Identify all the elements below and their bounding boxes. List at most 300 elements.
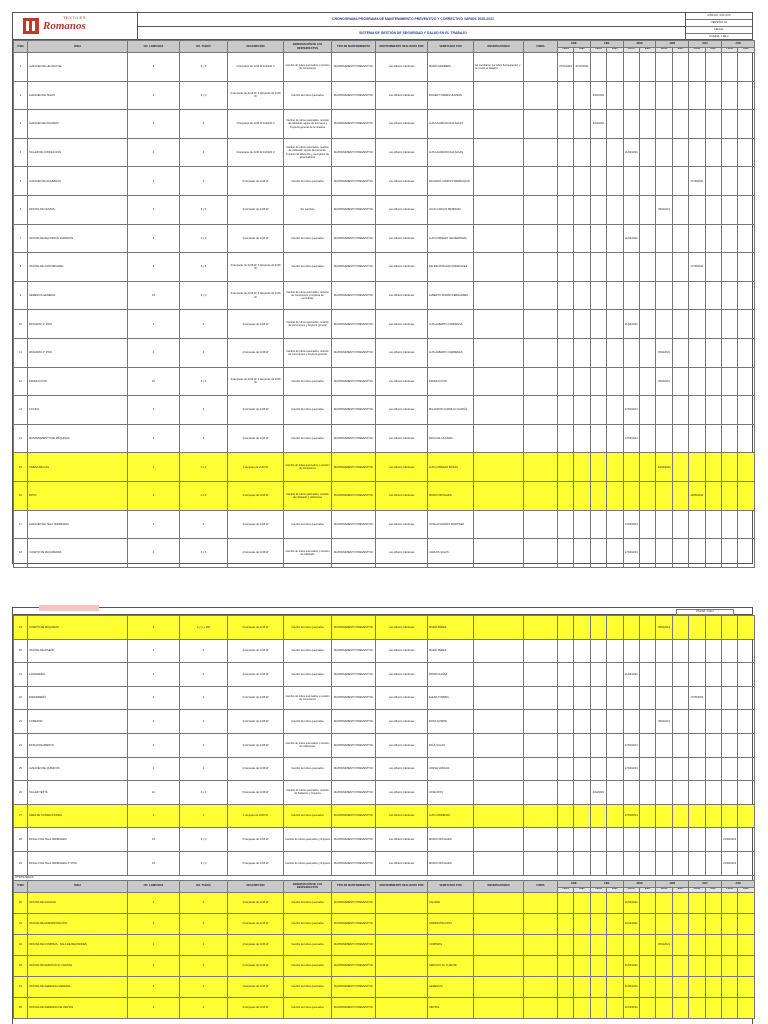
schedule-cell bbox=[722, 367, 738, 396]
schedule-cell bbox=[672, 396, 688, 425]
maintenance-type-cell: MANTENIMIENTO PREVENTIVO bbox=[332, 976, 376, 997]
observations-cell bbox=[474, 913, 524, 934]
signature-cell[interactable] bbox=[524, 757, 558, 781]
defects-cell: Cambio de tubos quemados bbox=[284, 804, 332, 828]
defects-cell: Sin cambios bbox=[284, 195, 332, 224]
item-number: 18 bbox=[14, 539, 28, 568]
item-number: 6 bbox=[14, 195, 28, 224]
tubes-cell: 6 y 3 bbox=[180, 81, 228, 110]
schedule-cell bbox=[689, 138, 705, 167]
item-number: 2 bbox=[14, 81, 28, 110]
signature-cell[interactable] bbox=[524, 539, 558, 568]
schedule-cell bbox=[672, 828, 688, 852]
schedule-cell bbox=[705, 224, 721, 253]
lamps-cell: 6 bbox=[128, 53, 180, 82]
schedule-cell bbox=[574, 616, 590, 640]
tubes-cell: 4 o 6 bbox=[180, 481, 228, 510]
schedule-cell bbox=[689, 663, 705, 687]
defects-cell: Cambio de tubos quemados bbox=[284, 997, 332, 1018]
signature-cell[interactable] bbox=[524, 828, 558, 852]
schedule-cell bbox=[640, 913, 656, 934]
lamps-cell: 4 bbox=[128, 710, 180, 734]
lamps-cell: 4 bbox=[128, 338, 180, 367]
description-cell: 3 lámparas de 2x36 W bbox=[228, 195, 284, 224]
defects-cell: Cambio de tubos quemados y revisión de conexiones bbox=[284, 53, 332, 82]
signature-cell[interactable] bbox=[524, 110, 558, 139]
schedule-cell bbox=[590, 510, 606, 539]
schedule-cell bbox=[656, 757, 672, 781]
schedule-cell bbox=[558, 851, 574, 875]
maintenance-type-cell: MANTENIMIENTO PREVENTIVO bbox=[332, 616, 376, 640]
schedule-cell bbox=[558, 224, 574, 253]
description-cell: 3 lámparas de 2x36 W, 3 lámparas de 2x36 W bbox=[228, 253, 284, 282]
signature-cell[interactable] bbox=[524, 781, 558, 805]
signature-cell[interactable] bbox=[524, 81, 558, 110]
area-cell: LAVANDERÍA bbox=[28, 663, 128, 687]
lamps-cell: 4 bbox=[128, 481, 180, 510]
area-cell: ENFERMERÍA bbox=[28, 686, 128, 710]
maintenance-type-cell: MANTENIMIENTO PREVENTIVO bbox=[332, 453, 376, 482]
schedule-cell bbox=[607, 955, 623, 976]
performed-by-cell: Luis Alberto Cárdenas bbox=[376, 167, 428, 196]
table-row bbox=[14, 367, 755, 396]
schedule-cell bbox=[574, 663, 590, 687]
description-cell: 3 lámparas de 2x36 W, 4 lámparas de 1x36 W bbox=[228, 281, 284, 310]
signature-cell[interactable] bbox=[524, 976, 558, 997]
schedule-cell bbox=[640, 828, 656, 852]
description-cell: 4 lámparas de 2x36 W bbox=[228, 639, 284, 663]
document-meta bbox=[685, 13, 752, 39]
performed-by-cell: Luis Alberto Cárdenas bbox=[376, 539, 428, 568]
observations-cell bbox=[474, 195, 524, 224]
schedule-cell bbox=[607, 616, 623, 640]
schedule-cell bbox=[640, 253, 656, 282]
maintenance-type-cell: MANTENIMIENTO PREVENTIVO bbox=[332, 804, 376, 828]
schedule-cell bbox=[738, 710, 754, 734]
verified-by-cell: JUAN CARLOS MENDOZA bbox=[428, 195, 474, 224]
prog-header: PROG bbox=[623, 48, 639, 53]
lamps-cell: 2 bbox=[128, 955, 180, 976]
schedule-cell bbox=[640, 167, 656, 196]
schedule-cell bbox=[705, 828, 721, 852]
maintenance-type-cell: MANTENIMIENTO PREVENTIVO bbox=[332, 828, 376, 852]
maintenance-type-cell: MANTENIMIENTO PREVENTIVO bbox=[332, 310, 376, 339]
tubes-cell: 4 bbox=[180, 510, 228, 539]
schedule-cell bbox=[558, 955, 574, 976]
schedule-cell bbox=[722, 804, 738, 828]
verified-by-cell: LUIS CÁRDENAS bbox=[428, 804, 474, 828]
item-number: 17 bbox=[14, 510, 28, 539]
signature-cell[interactable] bbox=[524, 195, 558, 224]
maintenance-type-cell: MANTENIMIENTO PREVENTIVO bbox=[332, 53, 376, 82]
lamps-cell: 6 bbox=[128, 253, 180, 282]
schedule-cell bbox=[607, 138, 623, 167]
scheduled-date-cell: 19/05/2021 bbox=[689, 481, 705, 510]
performed-by-cell: Luis Alberto Cárdenas bbox=[376, 224, 428, 253]
observations-cell bbox=[474, 892, 524, 913]
verified-by-cell: ALBERTO ROMÁN FERNANDEZ bbox=[428, 281, 474, 310]
maintenance-type-cell: MANTENIMIENTO PREVENTIVO bbox=[332, 224, 376, 253]
description-cell: 2 lámparas de 2x36 W bbox=[228, 757, 284, 781]
scheduled-date-cell: 8/04/2021 bbox=[656, 934, 672, 955]
schedule-cell bbox=[590, 224, 606, 253]
ejec-header: EJEC bbox=[640, 48, 656, 53]
performed-by-cell: Luis Alberto Cárdenas bbox=[376, 781, 428, 805]
ejec-header: EJEC bbox=[705, 887, 721, 892]
signature-cell[interactable] bbox=[524, 804, 558, 828]
schedule-cell bbox=[689, 997, 705, 1018]
observations-cell bbox=[474, 367, 524, 396]
item-number: 24 bbox=[14, 733, 28, 757]
observations-cell bbox=[474, 110, 524, 139]
table-row bbox=[14, 396, 755, 425]
schedule-cell bbox=[607, 733, 623, 757]
schedule-cell bbox=[705, 804, 721, 828]
description-cell: 5 lámparas de 2x36 W bbox=[228, 781, 284, 805]
verified-by-cell: MARCO ROSALES bbox=[428, 851, 474, 875]
schedule-cell bbox=[689, 195, 705, 224]
schedule-cell bbox=[574, 804, 590, 828]
defects-cell: Cambio de tubos quemados bbox=[284, 167, 332, 196]
observations-cell: Se cambiaron los tubos fluorescentes y se revisó el balastro bbox=[474, 53, 524, 82]
area-cell: CUARTO DE MAQUINARIA bbox=[28, 539, 128, 568]
schedule-cell bbox=[672, 338, 688, 367]
schedule-cell bbox=[705, 396, 721, 425]
schedule-cell bbox=[590, 997, 606, 1018]
month-header: MAR bbox=[623, 880, 656, 887]
signature-cell[interactable] bbox=[524, 281, 558, 310]
description-cell: 4 lámparas de 2x36 W bbox=[228, 224, 284, 253]
area-cell: OFICINA DE COMPRAS - SALA DE REUNIONES bbox=[28, 934, 128, 955]
schedule-cell bbox=[722, 281, 738, 310]
scheduled-date-cell: 17/05/2021 bbox=[689, 253, 705, 282]
schedule-cell bbox=[656, 955, 672, 976]
schedule-cell bbox=[623, 686, 639, 710]
schedule-cell bbox=[607, 338, 623, 367]
column-header: MANTENIMIENTO REALIZADO POR bbox=[376, 41, 428, 53]
signature-cell[interactable] bbox=[524, 686, 558, 710]
defects-cell: Cambio de tubos quemados, revisión de conexiones y limpieza general bbox=[284, 310, 332, 339]
schedule-cell bbox=[640, 539, 656, 568]
schedule-cell bbox=[738, 976, 754, 997]
schedule-cell bbox=[722, 934, 738, 955]
table-row bbox=[14, 138, 755, 167]
verified-by-cell: MARCO ROSALES bbox=[428, 828, 474, 852]
tubes-cell: 3 y 6 bbox=[180, 195, 228, 224]
schedule-cell bbox=[738, 481, 754, 510]
schedule-cell bbox=[689, 781, 705, 805]
signature-cell[interactable] bbox=[524, 997, 558, 1018]
area-cell: OFICINA DE RECURSOS HUMANOS bbox=[28, 224, 128, 253]
schedule-cell bbox=[623, 53, 639, 82]
schedule-cell bbox=[558, 539, 574, 568]
performed-by-cell: Luis Alberto Cárdenas bbox=[376, 424, 428, 453]
defects-cell: Cambio de tubos quemados bbox=[284, 955, 332, 976]
observations-cell bbox=[474, 710, 524, 734]
area-cell: GERENCIA GENERAL bbox=[28, 281, 128, 310]
schedule-cell bbox=[722, 639, 738, 663]
maintenance-type-cell: MANTENIMIENTO PREVENTIVO bbox=[332, 710, 376, 734]
schedule-cell bbox=[738, 253, 754, 282]
area-cell: OFICINA DE CALIDAD bbox=[28, 892, 128, 913]
item-number: 3 bbox=[14, 110, 28, 139]
signature-cell[interactable] bbox=[524, 367, 558, 396]
schedule-cell bbox=[705, 663, 721, 687]
schedule-cell bbox=[574, 396, 590, 425]
schedule-cell bbox=[590, 53, 606, 82]
maintenance-type-cell: MANTENIMIENTO PREVENTIVO bbox=[332, 781, 376, 805]
schedule-cell bbox=[738, 396, 754, 425]
schedule-cell bbox=[640, 481, 656, 510]
signature-cell[interactable] bbox=[524, 934, 558, 955]
maintenance-table-continued bbox=[13, 615, 755, 1019]
table-row bbox=[14, 663, 755, 687]
lamps-cell: 3 bbox=[128, 424, 180, 453]
table-row bbox=[14, 781, 755, 805]
schedule-cell bbox=[738, 828, 754, 852]
schedule-cell bbox=[656, 138, 672, 167]
schedule-cell bbox=[590, 828, 606, 852]
column-header: DESCRIPCIÓN bbox=[228, 880, 284, 892]
signature-cell[interactable] bbox=[524, 138, 558, 167]
schedule-cell bbox=[558, 481, 574, 510]
verified-by-cell: LUIS CORNEJO VALDERRAMA bbox=[428, 224, 474, 253]
maintenance-type-cell: MANTENIMIENTO PREVENTIVO bbox=[332, 539, 376, 568]
schedule-cell bbox=[558, 934, 574, 955]
signature-cell[interactable] bbox=[524, 663, 558, 687]
table-row bbox=[14, 110, 755, 139]
signature-cell[interactable] bbox=[524, 510, 558, 539]
table-row bbox=[14, 424, 755, 453]
schedule-cell bbox=[656, 53, 672, 82]
verified-by-cell: JORGE VARGAS bbox=[428, 757, 474, 781]
schedule-cell bbox=[689, 955, 705, 976]
signature-cell[interactable] bbox=[524, 310, 558, 339]
area-cell: PASILLO DE TELA TERMINADA 2° PISO bbox=[28, 851, 128, 875]
schedule-cell bbox=[558, 424, 574, 453]
schedule-cell bbox=[672, 804, 688, 828]
signature-cell[interactable] bbox=[524, 167, 558, 196]
verified-by-cell: CARLOS SALAS bbox=[428, 539, 474, 568]
schedule-cell bbox=[558, 195, 574, 224]
schedule-cell bbox=[722, 686, 738, 710]
verified-by-cell: MARÍA PÉREZ bbox=[428, 616, 474, 640]
item-number: 34 bbox=[14, 976, 28, 997]
performed-by-cell: Luis Alberto Cárdenas bbox=[376, 281, 428, 310]
verified-by-cell: PATRICIA DÍAZ bbox=[428, 663, 474, 687]
area-cell: OFICINA DE CONTABILIDAD bbox=[28, 253, 128, 282]
schedule-cell bbox=[558, 453, 574, 482]
signature-cell[interactable] bbox=[524, 851, 558, 875]
tubes-cell: 4 bbox=[180, 934, 228, 955]
schedule-cell bbox=[722, 310, 738, 339]
signature-cell[interactable] bbox=[524, 224, 558, 253]
signature-cell[interactable] bbox=[524, 253, 558, 282]
schedule-cell bbox=[574, 976, 590, 997]
signature-cell[interactable] bbox=[524, 616, 558, 640]
prog-header: PROG bbox=[558, 48, 574, 53]
tubes-cell: 4 bbox=[180, 913, 228, 934]
schedule-cell bbox=[672, 110, 688, 139]
schedule-cell bbox=[705, 81, 721, 110]
verified-by-cell: LUIS ALBERTO CARDENAS bbox=[428, 338, 474, 367]
verified-by-cell: LUIS HUAMANCCHA SALAS bbox=[428, 138, 474, 167]
schedule-cell bbox=[574, 453, 590, 482]
schedule-cell bbox=[656, 997, 672, 1018]
schedule-cell bbox=[722, 396, 738, 425]
performed-by-cell bbox=[376, 997, 428, 1018]
schedule-cell bbox=[672, 453, 688, 482]
schedule-cell bbox=[738, 281, 754, 310]
performed-by-cell: Luis Alberto Cárdenas bbox=[376, 453, 428, 482]
schedule-cell bbox=[623, 453, 639, 482]
column-header: ÁREA bbox=[28, 41, 128, 53]
schedule-cell bbox=[558, 804, 574, 828]
signature-cell[interactable] bbox=[524, 913, 558, 934]
ejec-header: EJEC bbox=[705, 48, 721, 53]
signature-cell[interactable] bbox=[524, 481, 558, 510]
signature-cell[interactable] bbox=[524, 955, 558, 976]
table-row bbox=[14, 710, 755, 734]
schedule-cell bbox=[738, 367, 754, 396]
month-header: MAY bbox=[689, 41, 722, 48]
area-cell: COCINA bbox=[28, 396, 128, 425]
column-header: OBSERVACIONES bbox=[474, 41, 524, 53]
maintenance-type-cell: MANTENIMIENTO PREVENTIVO bbox=[332, 167, 376, 196]
schedule-cell bbox=[590, 663, 606, 687]
schedule-cell bbox=[656, 828, 672, 852]
schedule-cell bbox=[590, 167, 606, 196]
schedule-cell bbox=[705, 913, 721, 934]
schedule-cell bbox=[689, 934, 705, 955]
prog-header: PROG bbox=[722, 887, 738, 892]
schedule-cell bbox=[623, 481, 639, 510]
schedule-cell bbox=[738, 892, 754, 913]
signature-cell[interactable] bbox=[524, 396, 558, 425]
lamps-cell: 4 bbox=[128, 934, 180, 955]
schedule-cell bbox=[672, 510, 688, 539]
month-header: FEB bbox=[590, 41, 623, 48]
defects-cell: Cambio de tubos quemados y limpieza bbox=[284, 851, 332, 875]
signature-cell[interactable] bbox=[524, 53, 558, 82]
observations-cell bbox=[474, 997, 524, 1018]
schedule-cell bbox=[705, 310, 721, 339]
table-row bbox=[14, 733, 755, 757]
scheduled-date-cell: 8/04/2021 bbox=[656, 195, 672, 224]
signature-cell[interactable] bbox=[524, 424, 558, 453]
maintenance-type-cell: MANTENIMIENTO PREVENTIVO bbox=[332, 686, 376, 710]
schedule-cell bbox=[558, 81, 574, 110]
area-cell: PASADIZO 1° PISO bbox=[28, 310, 128, 339]
schedule-cell bbox=[558, 828, 574, 852]
observations-cell bbox=[474, 616, 524, 640]
schedule-cell bbox=[558, 367, 574, 396]
schedule-cell bbox=[738, 757, 754, 781]
schedule-cell bbox=[640, 997, 656, 1018]
schedule-cell bbox=[705, 616, 721, 640]
schedule-cell bbox=[574, 338, 590, 367]
signature-cell[interactable] bbox=[524, 710, 558, 734]
schedule-cell bbox=[607, 53, 623, 82]
defects-cell: Cambio de tubos quemados bbox=[284, 81, 332, 110]
schedule-cell bbox=[672, 539, 688, 568]
defects-cell: Cambio de tubos quemados, revisión de cableado, ajuste de borneras, limpieza de difusores y reemplazo de arrancadores bbox=[284, 138, 332, 167]
column-header: FIRMA bbox=[524, 880, 558, 892]
schedule-cell bbox=[722, 253, 738, 282]
schedule-cell bbox=[558, 710, 574, 734]
item-number: 23 bbox=[14, 710, 28, 734]
schedule-cell bbox=[607, 663, 623, 687]
schedule-cell bbox=[738, 539, 754, 568]
schedule-cell bbox=[738, 338, 754, 367]
schedule-cell bbox=[558, 110, 574, 139]
schedule-cell bbox=[738, 663, 754, 687]
description-cell: 2 lámparas de 2x36 W 110/220 V bbox=[228, 53, 284, 82]
area-cell: ALMACEN DE TELAS bbox=[28, 81, 128, 110]
tubes-cell: 4 bbox=[180, 733, 228, 757]
schedule-cell bbox=[722, 481, 738, 510]
schedule-cell bbox=[656, 167, 672, 196]
schedule-cell bbox=[656, 733, 672, 757]
tubes-cell: 4 bbox=[180, 310, 228, 339]
scheduled-date-cell: 8/04/2021 bbox=[656, 616, 672, 640]
signature-cell[interactable] bbox=[524, 892, 558, 913]
schedule-cell bbox=[689, 539, 705, 568]
signature-cell[interactable] bbox=[524, 338, 558, 367]
schedule-cell bbox=[738, 639, 754, 663]
month-header: JUN bbox=[722, 880, 755, 887]
schedule-cell bbox=[656, 892, 672, 913]
item-number: 5 bbox=[14, 167, 28, 196]
item-number: 8 bbox=[14, 253, 28, 282]
scheduled-date-cell: 11/03/2021 bbox=[623, 892, 639, 913]
schedule-cell bbox=[607, 453, 623, 482]
description-cell: 4 lámparas de 2x36 W bbox=[228, 934, 284, 955]
schedule-cell bbox=[640, 510, 656, 539]
schedule-cell bbox=[640, 804, 656, 828]
schedule-cell bbox=[590, 804, 606, 828]
lamps-cell: 10 bbox=[128, 281, 180, 310]
defects-cell: Cambio de tubos quemados bbox=[284, 663, 332, 687]
area-cell: OFICINA DE SERVICIO AL CLIENTE bbox=[28, 955, 128, 976]
schedule-cell bbox=[689, 757, 705, 781]
schedule-cell bbox=[623, 710, 639, 734]
schedule-cell bbox=[738, 167, 754, 196]
description-cell: 4 lámparas de 2x36 W bbox=[228, 510, 284, 539]
signature-cell[interactable] bbox=[524, 733, 558, 757]
schedule-cell bbox=[738, 851, 754, 875]
area-cell: MANTENIMIENTO DE MÁQUINAS bbox=[28, 424, 128, 453]
lamps-cell: 4 bbox=[128, 138, 180, 167]
table-row bbox=[14, 828, 755, 852]
tubes-cell: 6 y 6 bbox=[180, 253, 228, 282]
schedule-cell bbox=[738, 424, 754, 453]
performed-by-cell bbox=[376, 976, 428, 997]
signature-cell[interactable] bbox=[524, 453, 558, 482]
observations-cell bbox=[474, 338, 524, 367]
defects-cell: Cambio de tubos quemados, revisión de cableado, ajuste de borneras y limpieza general de luminarias bbox=[284, 110, 332, 139]
lamps-cell: 2 bbox=[128, 686, 180, 710]
schedule-cell bbox=[590, 757, 606, 781]
signature-cell[interactable] bbox=[524, 639, 558, 663]
meta-page: PÁGINA: 1 DE 2 bbox=[686, 34, 752, 41]
schedule-cell bbox=[558, 976, 574, 997]
schedule-cell bbox=[590, 955, 606, 976]
schedule-cell bbox=[672, 616, 688, 640]
schedule-cell bbox=[705, 253, 721, 282]
schedule-cell bbox=[607, 110, 623, 139]
schedule-cell bbox=[722, 424, 738, 453]
